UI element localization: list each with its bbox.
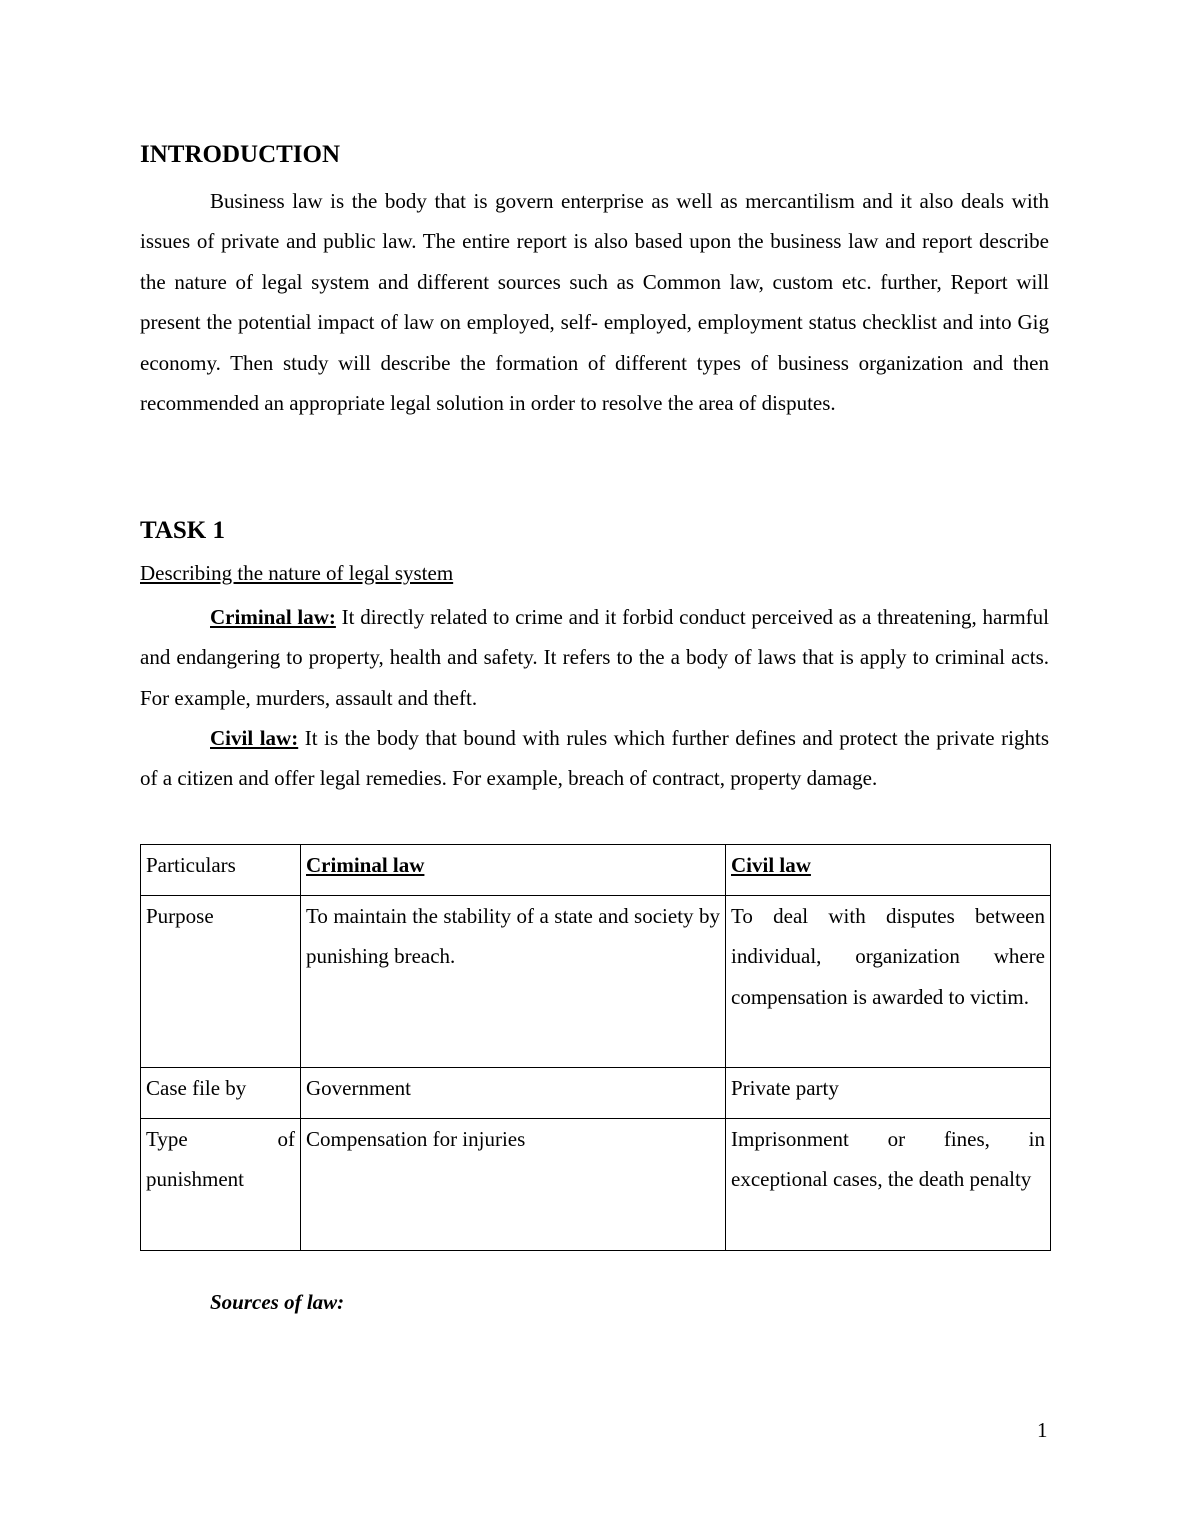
task1-subheading: Describing the nature of legal system — [140, 561, 454, 585]
criminal-law-text: It directly related to crime and it forbid conduct perceived as a threatening, harmful and endangering to property, health and safety. It refers to the a body of laws that is apply to criminal acts. For example, murders, assault and theft. — [140, 605, 1050, 710]
table-cell: To maintain the stability of a state and society by punishing breach. — [301, 896, 726, 1068]
table-cell: Purpose — [141, 896, 301, 1068]
table-cell: Case file by — [141, 1068, 301, 1119]
table-row — [141, 896, 1051, 1068]
page-number: 1 — [1037, 1418, 1048, 1442]
table-header-cell: Civil law — [726, 845, 1051, 896]
civil-law-paragraph — [140, 718, 1049, 799]
criminal-law-term: Criminal law: — [210, 605, 336, 629]
table-cell: Government — [301, 1068, 726, 1119]
table-header-row — [141, 845, 1051, 896]
table-cell: Private party — [726, 1068, 1051, 1119]
table-cell: Type of punishment — [141, 1119, 301, 1251]
introduction-heading: INTRODUCTION — [140, 141, 341, 168]
table-row — [141, 1068, 1051, 1119]
civil-law-text: It is the body that bound with rules which further defines and protect the private rights of a citizen and offer legal remedies. For example, breach of contract, property damage. — [140, 726, 1049, 791]
task1-heading: TASK 1 — [140, 517, 225, 544]
table-cell: To deal with disputes between individual, organization where compensation is awarded to victim. — [726, 896, 1051, 1068]
table-cell: Compensation for injuries — [301, 1119, 726, 1251]
sources-of-law-heading: Sources of law: — [210, 1290, 345, 1314]
criminal-law-paragraph — [140, 597, 1049, 718]
table-cell: Imprisonment or fines, in exceptional cases, the death penalty — [726, 1119, 1051, 1251]
introduction-paragraph: Business law is the body that is govern enterprise as well as mercantilism and it also deals with issues of private and public law. The entire report is also based upon the business law and report describe the nature of legal system and different sources such as Common law, custom etc. further, Report will present the potential impact of law on employed, self- employed, employment status checklist and into Gig economy. Then study will describe the formation of different types of business organization and then recommended an appropriate legal solution in order to resolve the area of disputes. — [140, 189, 1049, 416]
table-header-cell: Particulars — [141, 845, 301, 896]
comparison-table — [140, 844, 1051, 1251]
table-header-cell: Criminal law — [301, 845, 726, 896]
table-row — [141, 1119, 1051, 1251]
civil-law-term: Civil law: — [210, 726, 299, 750]
